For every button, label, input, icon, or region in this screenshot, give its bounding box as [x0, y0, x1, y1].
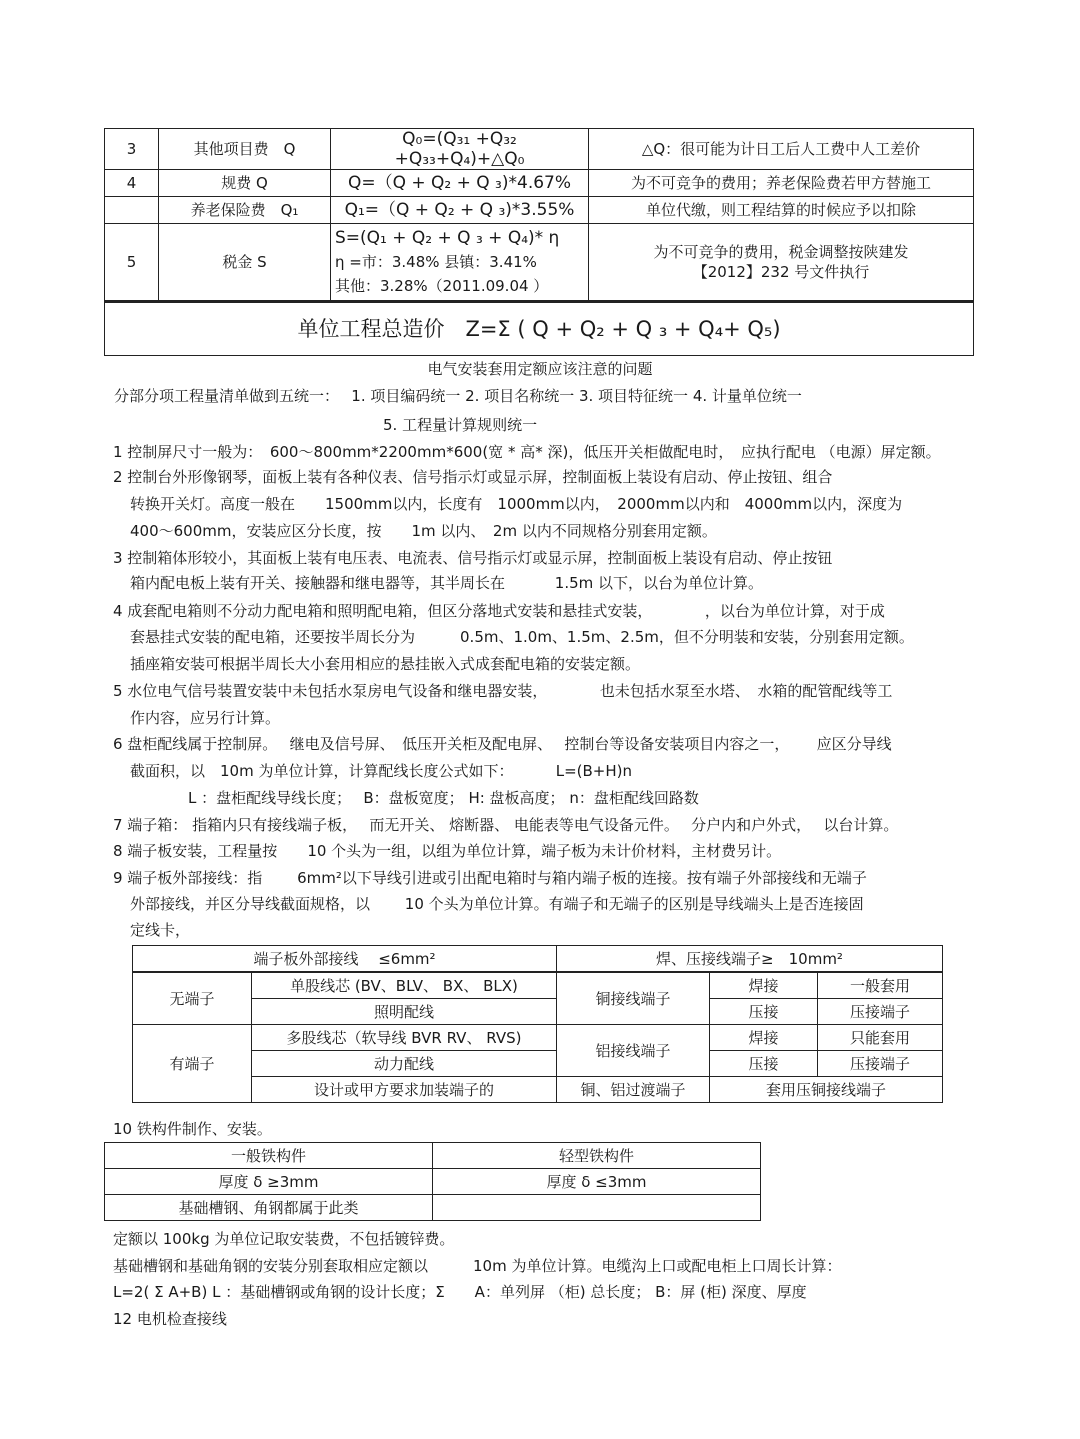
- table-cell: 压接端子: [818, 1051, 943, 1077]
- table-cell: 厚度 δ ≤3mm: [433, 1169, 761, 1195]
- fee-note: 单位代缴，则工程结算的时候应予以扣除: [589, 197, 974, 224]
- table-row: [133, 972, 943, 999]
- paragraph-line: 12 电机检查接线: [113, 1310, 227, 1328]
- paragraph-line: 2 控制台外形像钢琴，面板上装有各种仪表、信号指示灯或显示屏，控制面板上装设有启动、停止按钮、组合: [113, 468, 833, 486]
- header-cell: 焊、压接线端子≥ 10mm²: [557, 946, 943, 973]
- table-cell: 套用压铜接线端子: [710, 1077, 943, 1103]
- paragraph-line: L=2( Σ A+B) L ：基础槽钢或角钢的设计长度；Σ A：单列屏 （柜) 总长度； B：屏 (柜) 深度、厚度: [113, 1283, 807, 1301]
- paragraph-line: 外部接线，并区分导线截面规格，以 10 个头为单位计算。有端子和无端子的区别是导线端头上是否连接固: [130, 895, 864, 913]
- fee-note: 为不可竞争的费用；养老保险费若甲方替施工: [589, 170, 974, 197]
- table-cell: [433, 1195, 761, 1221]
- table-row: [105, 224, 974, 302]
- paragraph-line: 插座箱安装可根据半周长大小套用相应的悬挂嵌入式成套配电箱的安装定额。: [130, 655, 641, 673]
- paragraph-line: 7 端子箱： 指箱内只有接线端子板， 而无开关、 熔断器、 电能表等电气设备元件。 分户内和户外式， 以台计算。: [113, 816, 899, 834]
- paragraph-line: 套悬挂式安装的配电箱，还要按半周长分为 0.5m、1.0m、1.5m、2.5m，但不分明装和安装，分别套用定额。: [130, 628, 914, 646]
- table-cell: 焊接: [710, 972, 818, 999]
- table-row: [105, 197, 974, 224]
- table-cell: 铝接线端子: [557, 1025, 710, 1077]
- paragraph-line: 基础槽钢和基础角钢的安装分别套取相应定额以 10m 为单位计算。电缆沟上口或配电柜上口周长计算：: [113, 1257, 842, 1275]
- fee-name: 养老保险费 Q₁: [159, 197, 331, 224]
- table-cell: 有端子: [133, 1025, 252, 1103]
- paragraph-line: 1 控制屏尺寸一般为： 600～800mm*2200mm*600(宽 * 高* 深)，低压开关柜做配电时， 应执行配电 （电源）屏定额。: [113, 443, 941, 461]
- fee-formula: Q₁=（Q + Q₂ + Q ₃)*3.55%: [331, 197, 589, 224]
- table-row: [105, 1143, 761, 1169]
- tax-rate-line: η =市：3.48% 县镇：3.41%: [335, 253, 537, 271]
- paragraph-line: 8 端子板安装，工程量按 10 个头为一组，以组为单位计算，端子板为未计价材料，主材费另计。: [113, 842, 782, 860]
- paragraph-line: 分部分项工程量清单做到五统一： 1. 项目编码统一 2. 项目名称统一 3. 项目特征统一 4. 计量单位统一: [114, 387, 802, 405]
- paragraph-line: L ：盘柜配线导线长度； B：盘板宽度； H: 盘板高度； n：盘柜配线回路数: [188, 789, 699, 807]
- section-heading: 电气安装套用定额应该注意的问题: [427, 360, 653, 378]
- paragraph-line: 定额以 100kg 为单位记取安装费，不包括镀锌费。: [113, 1230, 455, 1248]
- paragraph-line: 截面积，以 10m 为单位计算，计算配线长度公式如下： L=(B+H)n: [130, 762, 633, 780]
- table-cell: 只能套用: [818, 1025, 943, 1051]
- fee-formula: Q₀=(Q₃₁ +Q₃₂ +Q₃₃+Q₄)+△Q₀: [331, 129, 589, 170]
- table-row: [133, 1025, 943, 1051]
- row-number: 5: [105, 224, 159, 302]
- table-row: [105, 1169, 761, 1195]
- table-cell: 轻型铁构件: [433, 1143, 761, 1169]
- table-row: [133, 1051, 943, 1077]
- iron-component-table: [104, 1142, 761, 1221]
- table-cell: 单股线芯 (BV、BLV、 BX、 BLX): [252, 972, 557, 999]
- table-cell: 焊接: [710, 1025, 818, 1051]
- table-row: [105, 1195, 761, 1221]
- table-cell: 动力配线: [252, 1051, 557, 1077]
- paragraph-line: 10 铁构件制作、安装。: [113, 1120, 272, 1138]
- table-cell: 铜接线端子: [557, 972, 710, 1025]
- table-cell: 设计或甲方要求加装端子的: [252, 1077, 557, 1103]
- tax-formula-line: S=(Q₁ + Q₂ + Q ₃ + Q₄)* η: [335, 228, 560, 248]
- cost-table: [104, 128, 974, 356]
- tax-rate-other: 其他：3.28%（2011.09.04 ）: [335, 277, 549, 295]
- fee-formula: Q=（Q + Q₂ + Q ₃)*4.67%: [331, 170, 589, 197]
- paragraph-line: 箱内配电板上装有开关、接触器和继电器等，其半周长在 1.5m 以下，以台为单位计算。: [130, 574, 764, 592]
- paragraph-line: 作内容，应另行计算。: [130, 709, 281, 727]
- total-row: [105, 302, 974, 356]
- table-row: [133, 999, 943, 1025]
- table-cell: 无端子: [133, 972, 252, 1025]
- table-cell: 多股线芯（软导线 BVR RV、 RVS): [252, 1025, 557, 1051]
- total-cost-formula: 单位工程总造价 Z=Σ ( Q + Q₂ + Q ₃ + Q₄+ Q₅): [105, 302, 974, 356]
- table-cell: 压接端子: [818, 999, 943, 1025]
- table-cell: 厚度 δ ≥3mm: [105, 1169, 433, 1195]
- table-cell: 铜、铝过渡端子: [557, 1077, 710, 1103]
- paragraph-line: 3 控制箱体形较小，其面板上装有电压表、电流表、信号指示灯或显示屏，控制面板上装设有启动、停止按钮: [113, 549, 833, 567]
- terminal-table: [132, 945, 943, 1103]
- paragraph-line: 定线卡，: [130, 921, 191, 939]
- row-number: 3: [105, 129, 159, 170]
- paragraph-line: 转换开关灯。高度一般在 1500mm以内，长度有 1000mm以内， 2000mm以内和 4000mm以内，深度为: [130, 495, 903, 513]
- table-cell: 压接: [710, 1051, 818, 1077]
- tax-note: [589, 224, 974, 302]
- table-cell: 基础槽钢、角钢都属于此类: [105, 1195, 433, 1221]
- table-row: [105, 170, 974, 197]
- row-number: [105, 197, 159, 224]
- table-cell: 一般套用: [818, 972, 943, 999]
- paragraph-line: 5 水位电气信号装置安装中未包括水泵房电气设备和继电器安装， 也未包括水泵至水塔、 水箱的配管配线等工: [113, 682, 893, 700]
- table-row: [105, 129, 974, 170]
- fee-note: △Q：很可能为计日工后人工费中人工差价: [589, 129, 974, 170]
- table-row: [133, 946, 943, 973]
- paragraph-line: 5. 工程量计算规则统一: [383, 416, 538, 434]
- paragraph-line: 400～600mm，安装应区分长度，按 1m 以内、 2m 以内不同规格分别套用定额。: [130, 522, 717, 540]
- tax-formula: [331, 224, 589, 302]
- paragraph-line: 6 盘柜配线属于控制屏。 继电及信号屏、 低压开关柜及配电屏、 控制台等设备安装项目内容之一， 应区分导线: [113, 735, 892, 753]
- paragraph-line: 9 端子板外部接线：指 6mm²以下导线引进或引出配电箱时与箱内端子板的连接。按有端子外部接线和无端子: [113, 869, 867, 887]
- table-cell: 照明配线: [252, 999, 557, 1025]
- header-cell: 端子板外部接线 ≤6mm²: [133, 946, 557, 973]
- paragraph-line: 4 成套配电箱则不分动力配电箱和照明配电箱，但区分落地式安装和悬挂式安装， ，以台为单位计算，对于成: [113, 602, 885, 620]
- table-cell: 压接: [710, 999, 818, 1025]
- fee-name: 税金 S: [159, 224, 331, 302]
- table-cell: 一般铁构件: [105, 1143, 433, 1169]
- tax-note-line: 【2012】232 号文件执行: [692, 263, 870, 281]
- fee-name: 其他项目费 Q: [159, 129, 331, 170]
- tax-note-line: 为不可竞争的费用，税金调整按陕建发: [653, 243, 909, 261]
- table-row: [133, 1077, 943, 1103]
- fee-name: 规费 Q: [159, 170, 331, 197]
- row-number: 4: [105, 170, 159, 197]
